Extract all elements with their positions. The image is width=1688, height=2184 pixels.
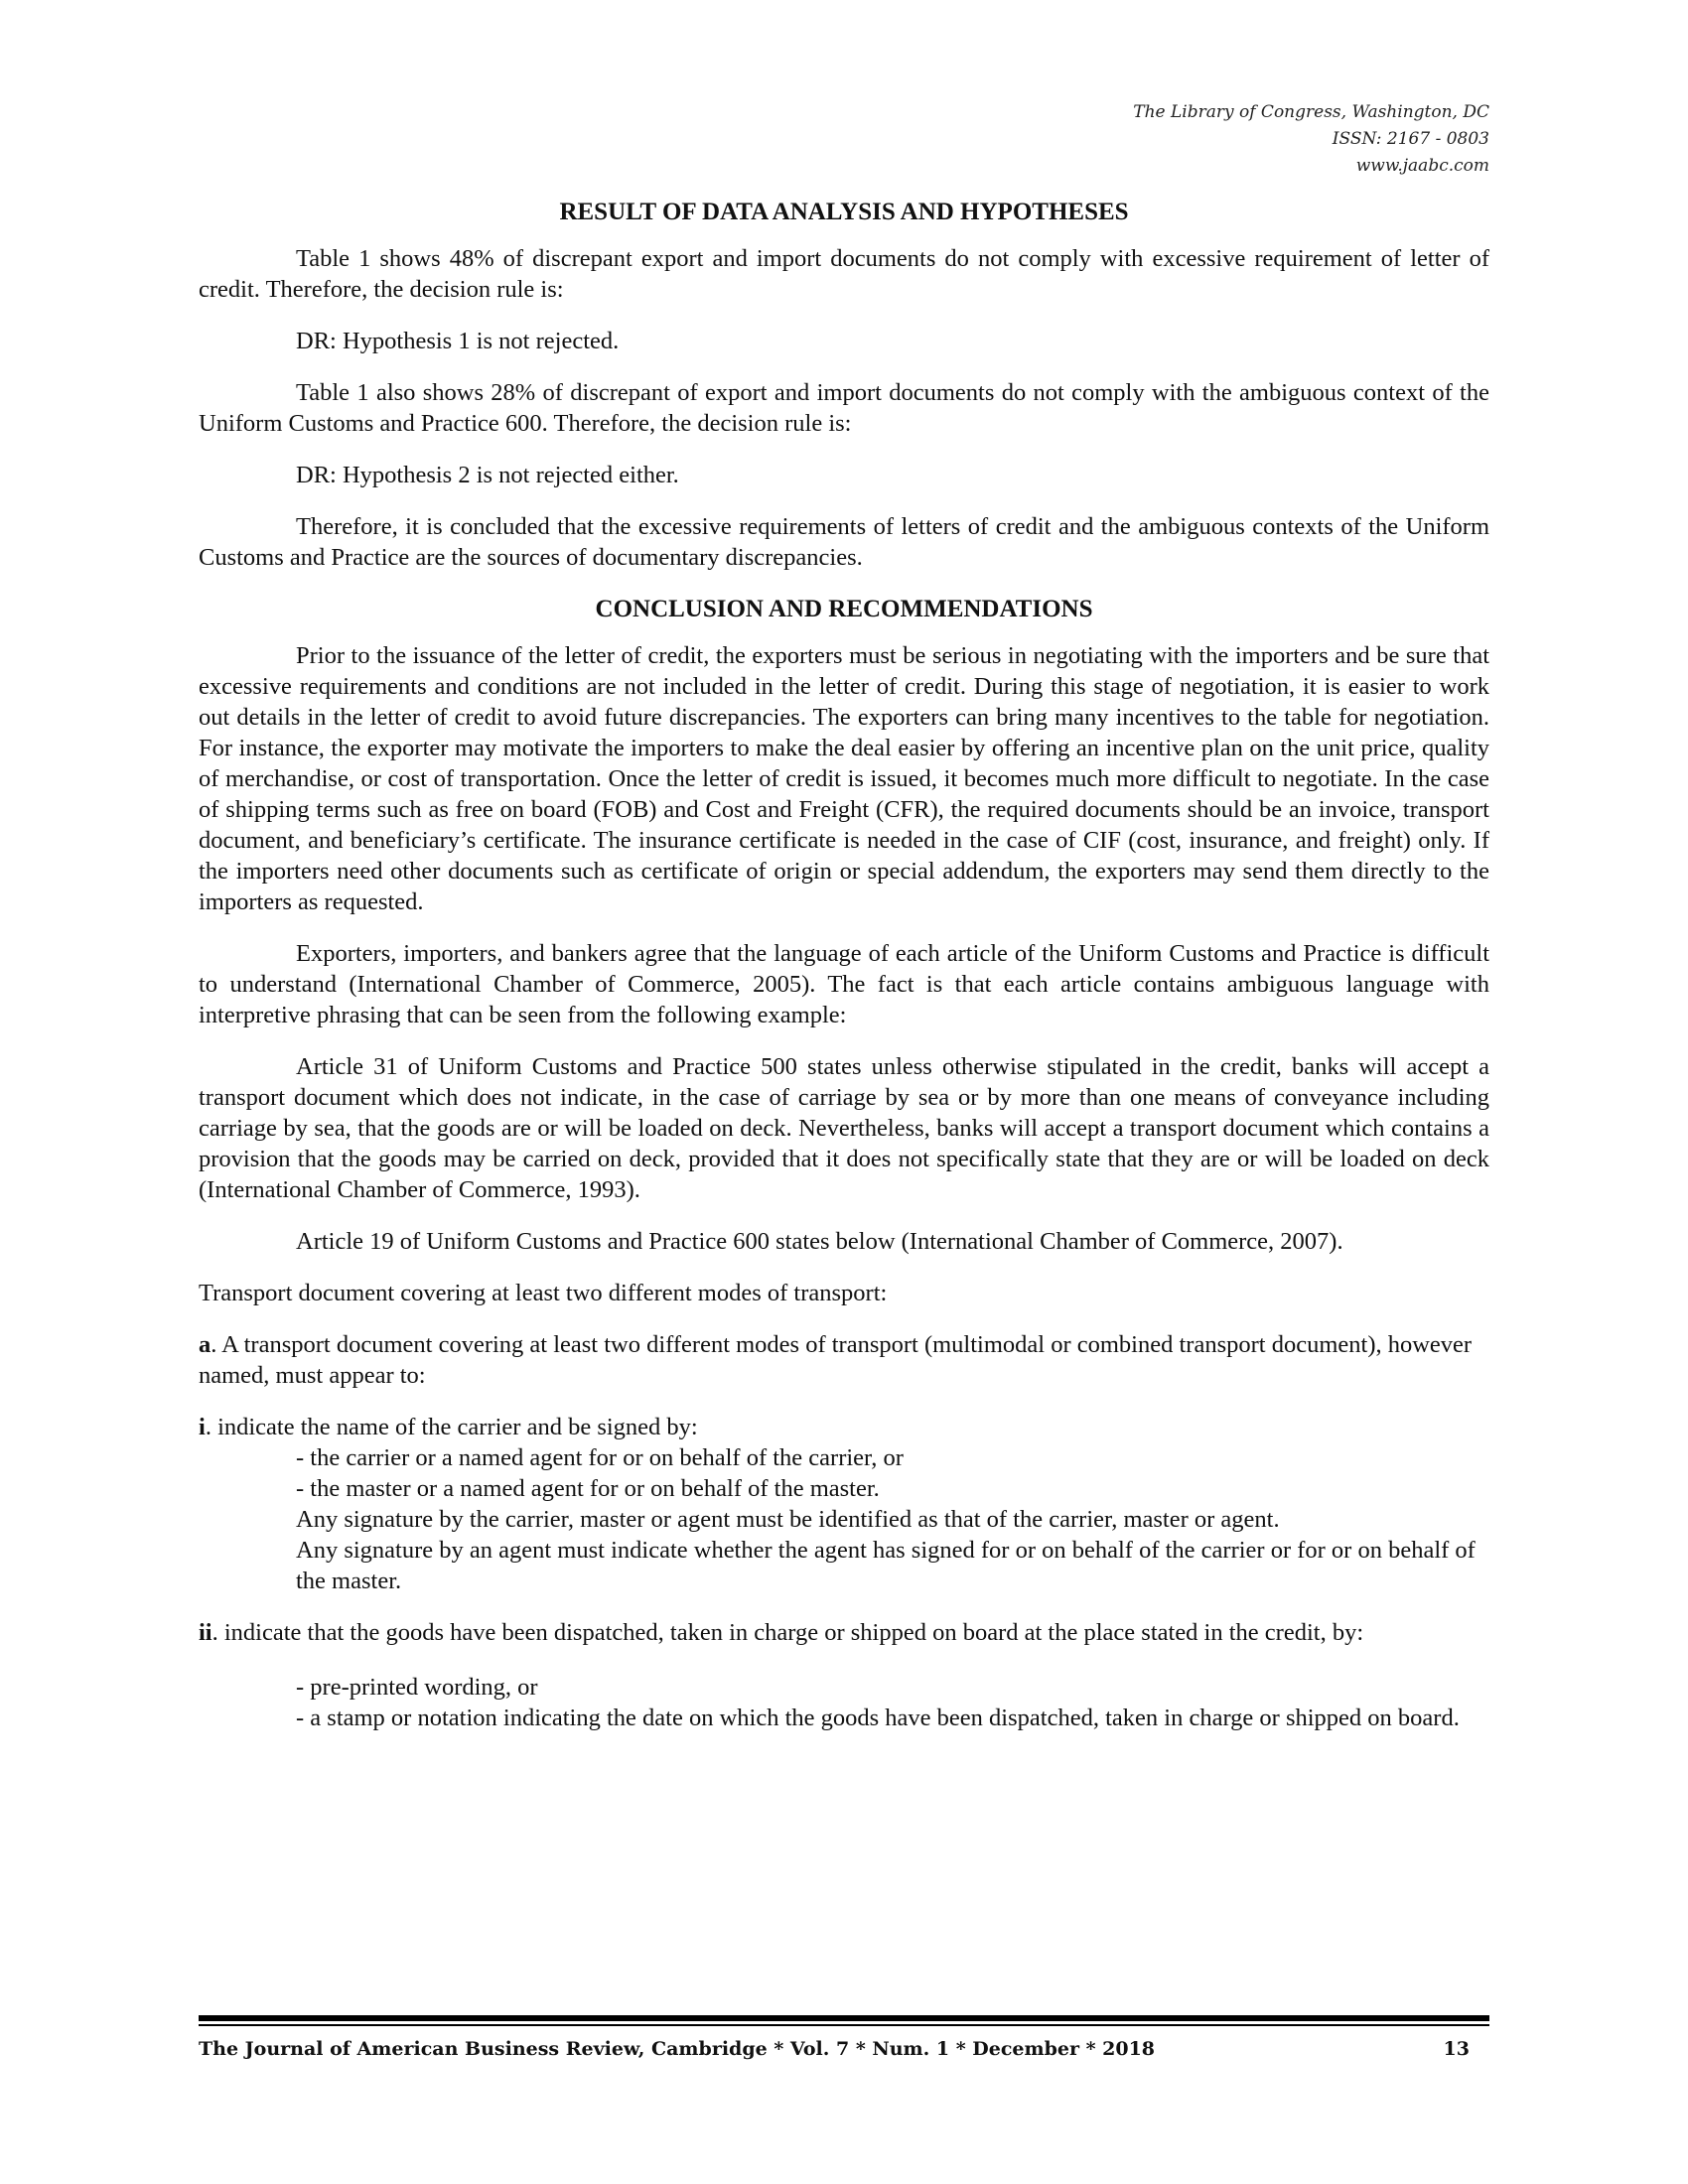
header-publisher: The Library of Congress, Washington, DC	[1133, 102, 1489, 122]
list-item: Any signature by the carrier, master or agent must be identified as that of the carrier, master or agent.	[296, 1506, 1280, 1533]
body-content	[199, 197, 1489, 1754]
results-paragraph-1: Table 1 shows 48% of discrepant export and import documents do not comply with excessive requirement of letter of credit. Therefore, the decision rule is:	[199, 245, 1489, 303]
header-website: www.jaabc.com	[1355, 156, 1489, 176]
header-issn: ISSN: 2167 - 0803	[1332, 129, 1489, 149]
clause-i-marker: i	[199, 1414, 206, 1440]
list-item: Any signature by an agent must indicate whether the agent has signed for or on behalf of the carrier or for or on behalf of the master.	[296, 1537, 1476, 1594]
list-item: - the master or a named agent for or on behalf of the master.	[296, 1475, 880, 1502]
clause-ii	[199, 1617, 1489, 1733]
clause-ii-marker: ii	[199, 1619, 212, 1646]
decision-rule-2: DR: Hypothesis 2 is not rejected either.	[296, 462, 679, 488]
list-item: - pre-printed wording, or	[296, 1674, 538, 1701]
list-item: - a stamp or notation indicating the date on which the goods have been dispatched, taken in charge or shipped on board.	[296, 1705, 1460, 1731]
paper-page	[199, 0, 1489, 2184]
section-heading-results: RESULT OF DATA ANALYSIS AND HYPOTHESES	[559, 199, 1129, 225]
decision-rule-1: DR: Hypothesis 1 is not rejected.	[296, 328, 620, 354]
clause-a-text: . A transport document covering at least two different modes of transport (multimodal or combined transport document), however named, must appear to:	[199, 1331, 1473, 1389]
list-item: - the carrier or a named agent for or on behalf of the carrier, or	[296, 1444, 904, 1471]
footer-rule-thin	[199, 2024, 1489, 2026]
results-paragraph-3: Therefore, it is concluded that the excessive requirements of letters of credit and the ambiguous contexts of the Uniform Customs and Practice are the sources of documentary discrepancies.	[199, 513, 1489, 571]
clause-ii-text: . indicate that the goods have been dispatched, taken in charge or shipped on board at the place stated in the credit, by:	[211, 1619, 1364, 1646]
clause-a	[199, 1329, 1489, 1391]
conclusion-paragraph-4: Article 19 of Uniform Customs and Practice 600 states below (International Chamber of Commerce, 2007).	[296, 1228, 1343, 1255]
conclusion-paragraph-3: Article 31 of Uniform Customs and Practice 500 states unless otherwise stipulated in the credit, banks will accept a transport document which does not indicate, in the case of carriage by sea or by more than one means of conveyance including carriage by sea, that the goods are or will be loaded on deck. Nevertheless, banks will accept a transport document which contains a provision that the goods may be carried on deck, provided that it does not specifically state that they are or will be loaded on deck (International Chamber of Commerce, 1993).	[199, 1053, 1489, 1203]
transport-document-intro: Transport document covering at least two different modes of transport:	[199, 1280, 888, 1306]
footer-journal-citation: The Journal of American Business Review, Cambridge * Vol. 7 * Num. 1 * December * 2018	[199, 2038, 1156, 2060]
clause-a-marker: a	[199, 1331, 211, 1358]
page-number: 13	[1443, 2038, 1470, 2060]
conclusion-paragraph-2: Exporters, importers, and bankers agree that the language of each article of the Uniform Customs and Practice is difficult to understand (International Chamber of Commerce, 2005). The fact is that each article contains ambiguous language with interpretive phrasing that can be seen from the following example:	[199, 940, 1489, 1028]
footer-divider	[199, 2015, 1489, 2026]
running-header	[1133, 99, 1489, 180]
conclusion-paragraph-1: Prior to the issuance of the letter of credit, the exporters must be serious in negotiating with the importers and be sure that excessive requirements and conditions are not included in the letter of credit. During this stage of negotiation, it is easier to work out details in the letter of credit to avoid future discrepancies. The exporters can bring many incentives to the table for negotiation. For instance, the exporter may motivate the importers to make the deal easier by offering an incentive plan on the unit price, quality of merchandise, or cost of transportation. Once the letter of credit is issued, it becomes much more difficult to negotiate. In the case of shipping terms such as free on board (FOB) and Cost and Freight (CFR), the required documents should be an invoice, transport document, and beneficiary’s certificate. The insurance certificate is needed in the case of CIF (cost, insurance, and freight) only. If the importers need other documents such as certificate of origin or special addendum, the exporters may send them directly to the importers as requested.	[199, 642, 1489, 915]
results-paragraph-2: Table 1 also shows 28% of discrepant of export and import documents do not comply with the ambiguous context of the Uniform Customs and Practice 600. Therefore, the decision rule is:	[199, 379, 1489, 437]
footer-rule-thick	[199, 2015, 1489, 2021]
clause-i	[199, 1412, 1489, 1596]
section-heading-conclusion: CONCLUSION AND RECOMMENDATIONS	[595, 596, 1093, 622]
clause-i-text: . indicate the name of the carrier and be signed by:	[205, 1414, 698, 1440]
list-spacer	[199, 1648, 1489, 1672]
